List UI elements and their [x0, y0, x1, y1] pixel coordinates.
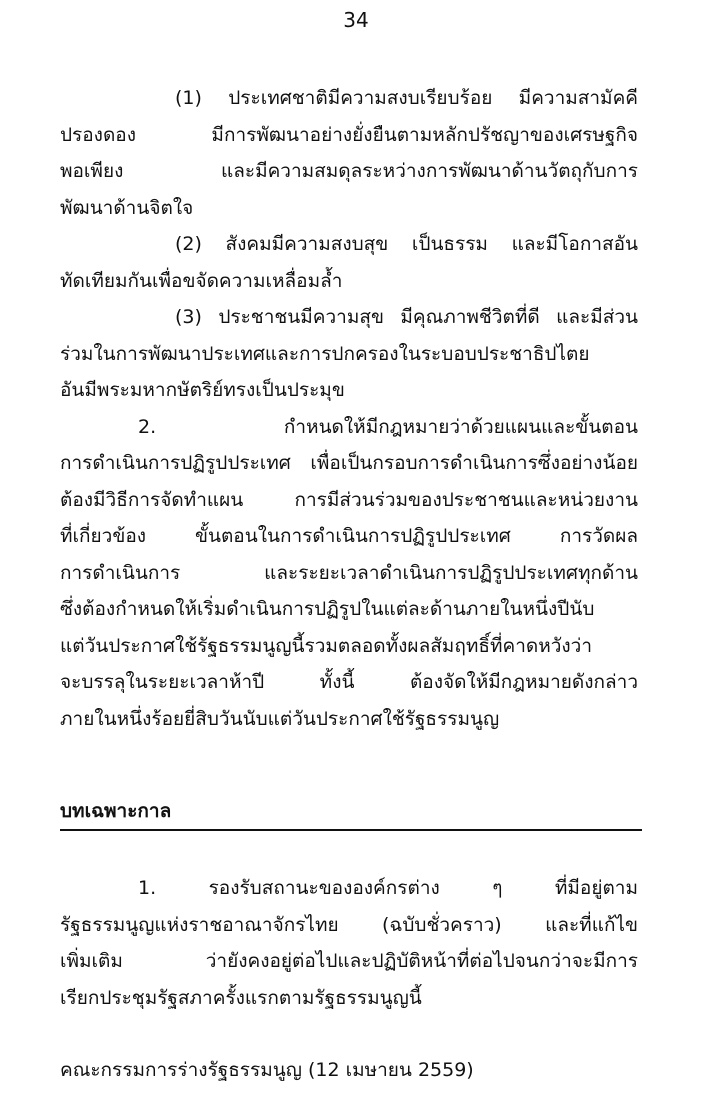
paragraph-2-line: การดำเนินการปฏิรูปประเทศ เพื่อเป็นกรอบการดำเนินการซึ่งอย่างน้อย	[60, 452, 638, 474]
paragraph-2-line: แต่วันประกาศใช้รัฐธรรมนูญนี้รวมตลอดทั้งผลสัมฤทธิ์ที่คาดหวังว่า	[60, 634, 593, 657]
item-1-line: ปรองดอง มีการพัฒนาอย่างยั่งยืนตามหลักปรัชญาของเศรษฐกิจ	[60, 123, 638, 146]
section-heading: บทเฉพาะกาล	[60, 795, 642, 831]
section-paragraph-1-line: เรียกประชุมรัฐสภาครั้งแรกตามรัฐธรรมนูญนี้	[60, 986, 422, 1009]
item-1-line: พัฒนาด้านจิตใจ	[60, 196, 194, 219]
paragraph-2-line: ภายในหนึ่งร้อยยี่สิบวันนับแต่วันประกาศใช้รัฐธรรมนูญ	[60, 707, 500, 730]
item-2-line: (2) สังคมมีความสงบสุข เป็นธรรม และมีโอกาสอัน	[175, 233, 638, 255]
paragraph-2-line: 2. กำหนดให้มีกฎหมายว่าด้วยแผนและขั้นตอน	[138, 415, 638, 438]
section-paragraph-1-line: 1. รองรับสถานะขององค์กรต่าง ๆ ที่มีอยู่ตาม	[138, 877, 638, 899]
item-2-line: ทัดเทียมกันเพื่อขจัดความเหลื่อมล้ำ	[60, 269, 343, 292]
paragraph-2-line: การดำเนินการ และระยะเวลาดำเนินการปฏิรูปประเทศทุกด้าน	[60, 561, 638, 584]
section-paragraph-1-line: เพิ่มเติม ว่ายังคงอยู่ต่อไปและปฏิบัติหน้าที่ต่อไปจนกว่าจะมีการ	[60, 950, 638, 972]
paragraph-2-line: ที่เกี่ยวข้อง ขั้นตอนในการดำเนินการปฏิรูปประเทศ การวัดผล	[60, 525, 638, 547]
paragraph-2-line: จะบรรลุในระยะเวลาห้าปี ทั้งนี้ ต้องจัดให้มีกฎหมายดังกล่าว	[60, 671, 638, 693]
item-1-line: พอเพียง และมีความสมดุลระหว่างการพัฒนาด้านวัตถุกับการ	[60, 160, 638, 182]
item-3-line: ร่วมในการพัฒนาประเทศและการปกครองในระบอบประชาธิปไตย	[60, 342, 590, 365]
section-body-text	[60, 870, 638, 1016]
item-1-line: (1) ประเทศชาติมีความสงบเรียบร้อย มีความสามัคคี	[175, 87, 638, 109]
footer-citation: คณะกรรมการร่างรัฐธรรมนูญ (12 เมษายน 2559)	[60, 1059, 474, 1081]
body-text	[60, 80, 638, 737]
paragraph-2-line: ซึ่งต้องกำหนดให้เริ่มดำเนินการปฏิรูปในแต่ละด้านภายในหนึ่งปีนับ	[60, 598, 595, 620]
item-3-line: อันมีพระมหากษัตริย์ทรงเป็นประมุข	[60, 379, 345, 401]
item-3-line: (3) ประชาชนมีความสุข มีคุณภาพชีวิตที่ดี และมีส่วน	[175, 306, 638, 328]
section-paragraph-1-line: รัฐธรรมนูญแห่งราชอาณาจักรไทย (ฉบับชั่วคราว) และที่แก้ไข	[60, 913, 638, 936]
page-number: 34	[343, 8, 369, 32]
paragraph-2-line: ต้องมีวิธีการจัดทำแผน การมีส่วนร่วมของประชาชนและหน่วยงาน	[60, 488, 638, 511]
